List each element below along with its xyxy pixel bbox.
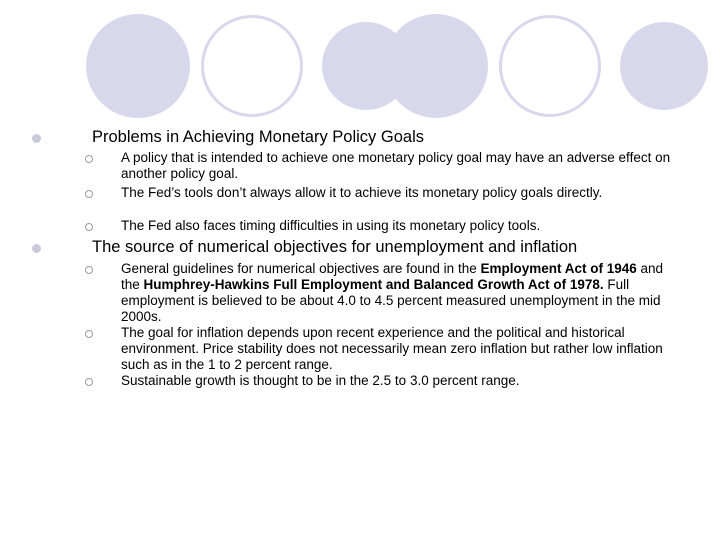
decor-circle bbox=[620, 22, 708, 110]
level2-bullet bbox=[85, 190, 93, 198]
bullet-text bbox=[121, 218, 681, 234]
level2-bullet bbox=[85, 155, 93, 163]
decor-circle bbox=[499, 15, 601, 117]
text-segment: General guidelines for numerical objectives are found in the bbox=[121, 261, 481, 276]
text-segment: Sustainable growth is thought to be in the 2.5 to 3.0 percent range. bbox=[121, 373, 520, 388]
bullet-text bbox=[121, 150, 681, 182]
text-segment: and the bbox=[121, 261, 664, 292]
text-segment: The goal for inflation depends upon recent experience and the political and historical environment. Price stability does not necessarily mean zero inflation but rather low inflation such as in the 1 to 2 percent range. bbox=[121, 325, 663, 372]
bullet-text bbox=[121, 325, 681, 373]
bullet-text bbox=[121, 373, 681, 389]
level2-bullet bbox=[85, 378, 93, 386]
level2-bullet bbox=[85, 330, 93, 338]
bullet-text bbox=[121, 261, 681, 325]
decor-circle bbox=[86, 14, 190, 118]
text-segment: The Fed’s tools don’t always allow it to achieve its monetary policy goals directly. bbox=[121, 185, 603, 200]
level1-bullet bbox=[32, 244, 41, 253]
decor-circle bbox=[201, 15, 303, 117]
level1-bullet bbox=[32, 134, 41, 143]
section-heading: The source of numerical objectives for unemployment and inflation bbox=[92, 238, 578, 256]
decor-circle bbox=[384, 14, 488, 118]
act-name: Employment Act of 1946 bbox=[480, 261, 637, 276]
bullet-text bbox=[121, 185, 681, 201]
level2-bullet bbox=[85, 223, 93, 231]
text-segment: The Fed also faces timing difficulties in using its monetary policy tools. bbox=[121, 218, 541, 233]
text-segment: Full employment is believed to be about 4.0 to 4.5 percent measured unemployment in the mid 2000s. bbox=[121, 277, 661, 324]
text-segment: A policy that is intended to achieve one monetary policy goal may have an adverse effect on another policy goal. bbox=[121, 150, 671, 181]
section-heading: Problems in Achieving Monetary Policy Goals bbox=[92, 128, 424, 146]
act-name: Humphrey-Hawkins Full Employment and Balanced Growth Act of 1978. bbox=[143, 277, 604, 292]
level2-bullet bbox=[85, 266, 93, 274]
